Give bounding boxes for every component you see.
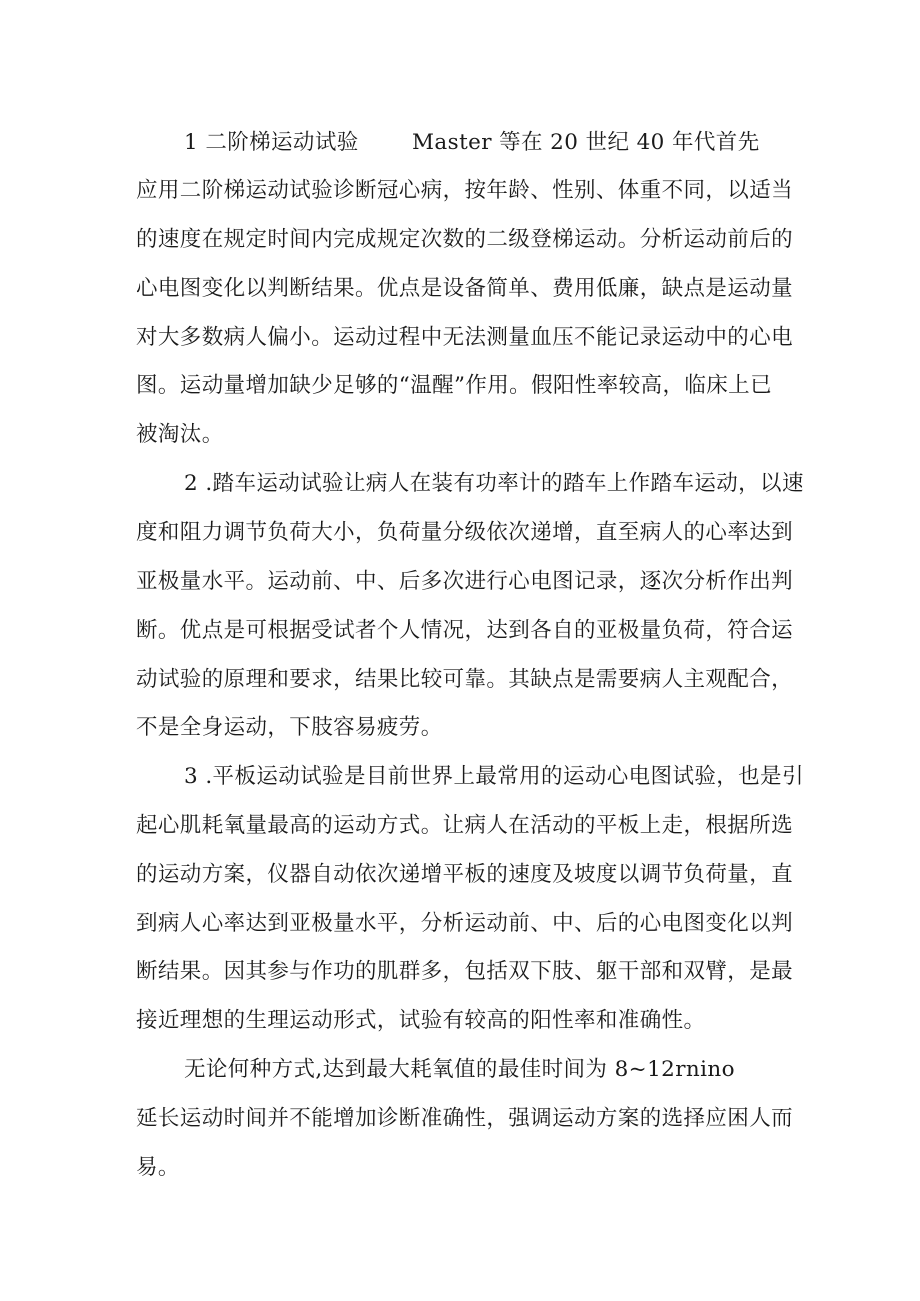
text-line: 不是全身运动，下肢容易疲劳。 (136, 715, 443, 740)
text-line: 对大多数病人偏小。运动过程中无法测量血压不能记录运动中的心电 (136, 325, 794, 350)
text-line: 亚极量水平。运动前、中、后多次进行心电图记录，逐次分析作出判 (136, 569, 794, 594)
paragraph-4-first-line: 无论何种方式,达到最大耗氧值的最佳时间为 8~12rnino (184, 1057, 736, 1082)
text-line: 断结果。因其参与作功的肌群多，包括双下肢、躯干部和双臂，是最 (136, 959, 794, 984)
text-line: 起心肌耗氧量最高的运动方式。让病人在活动的平板上走，根据所选 (136, 813, 794, 838)
text-line: 的速度在规定时间内完成规定次数的二级登梯运动。分析运动前后的 (136, 227, 794, 252)
text-line: 应用二阶梯运动试验诊断冠心病，按年龄、性别、体重不同，以适当 (136, 178, 794, 203)
paragraph-1-first-line-continuation: Master 等在 20 世纪 40 年代首先 (412, 130, 760, 155)
text-line: 度和阻力调节负荷大小，负荷量分级依次递增，直至病人的心率达到 (136, 520, 794, 545)
text-line: 接近理想的生理运动形式，试验有较高的阳性率和准确性。 (136, 1008, 706, 1033)
paragraph-2-first-line: 2 .踏车运动试验让病人在装有功率计的踏车上作踏车运动，以速 (184, 471, 804, 496)
text-line: 易。 (136, 1155, 180, 1180)
text-line: 动试验的原理和要求，结果比较可靠。其缺点是需要病人主观配合， (136, 667, 794, 692)
paragraph-1-heading: 1 二阶梯运动试验 (184, 130, 359, 155)
text-line: 延长运动时间并不能增加诊断准确性，强调运动方案的选择应困人而 (136, 1106, 794, 1131)
paragraph-3-first-line: 3 .平板运动试验是目前世界上最常用的运动心电图试验，也是引 (184, 764, 804, 789)
text-line: 断。优点是可根据受试者个人情况，达到各自的亚极量负荷，符合运 (136, 618, 794, 643)
paragraph-1-first-line (184, 128, 359, 158)
text-line: 的运动方案，仪器自动依次递增平板的速度及坡度以调节负荷量，直 (136, 862, 794, 887)
text-line: 心电图变化以判断结果。优点是设备简单、费用低廉，缺点是运动量 (136, 276, 794, 301)
text-line: 被淘汰。 (136, 422, 224, 447)
text-line: 图。运动量增加缺少足够的“温醒”作用。假阳性率较高，临床上已 (136, 373, 772, 398)
text-line: 到病人心率达到亚极量水平，分析运动前、中、后的心电图变化以判 (136, 911, 794, 936)
